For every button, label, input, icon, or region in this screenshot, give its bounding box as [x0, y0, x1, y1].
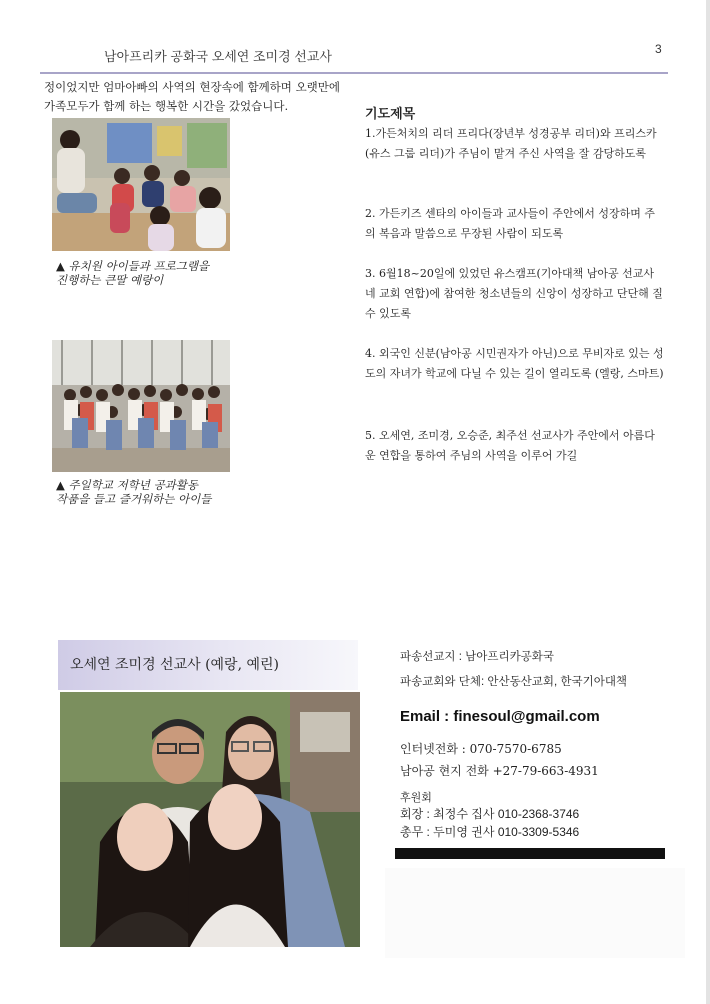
sunday-school-caption [56, 478, 211, 506]
missionary-name-box [58, 640, 358, 690]
prayer-item-4: 4. 외국인 신분(남아공 시민권자가 아닌)으로 무비자로 있는 성도의 자녀가 학교에 다닐 수 있는 길이 열리도록 (엘랑, 스마트) [365, 347, 664, 380]
internet-phone: 인터넷전화 : 070-7570-6785 [400, 742, 562, 756]
chair-contact: 회장 : 최정수 집사 010-2368-3746 [400, 807, 580, 821]
prayer-item-3: 3. 6월18~20일에 있었던 유스캠프(기아대책 남아공 선교사 네 교회 연합)에 참여한 청소년들의 신앙이 성장하고 단단해 질 수 있도록 [365, 267, 663, 320]
intro-paragraph: 정이었지만 엄마아빠의 사역의 현장속에 함께하며 오랫만에 가족모두가 함께 하는 행복한 시간을 갔었습니다. [44, 80, 340, 113]
sending-church: 파송교회와 단체: 안산동산교회, 한국기아대책 [400, 676, 628, 688]
sending-field: 파송선교지 : 남아프리카공화국 [400, 651, 555, 663]
email-address[interactable]: Email : finesoul@gmail.com [400, 708, 600, 725]
black-bar [395, 848, 665, 859]
kindergarten-caption-line1: ▲ 유치원 아이들과 프로그램을 [56, 259, 210, 273]
kindergarten-caption-line2: 진행하는 큰딸 예랑이 [56, 273, 164, 287]
kindergarten-caption [56, 259, 209, 287]
missionary-name: 오세연 조미경 선교사 (예랑, 예린) [70, 657, 279, 673]
support-title: 후원회 [400, 792, 432, 804]
sunday-school-caption-line1: ▲ 주일학교 저학년 공과활동 [56, 478, 199, 492]
local-phone: 남아공 현지 전화 +27-79-663-4931 [400, 764, 599, 778]
page-number: 3 [655, 42, 662, 56]
prayer-title: 기도제목 [365, 106, 416, 121]
faded-area [385, 868, 685, 958]
header-rule [40, 72, 668, 74]
header-title: 남아프리카 공화국 오세연 조미경 선교사 [104, 49, 332, 64]
prayer-item-2: 2. 가든키즈 센타의 아이들과 교사들이 주안에서 성장하며 주의 복음과 말씀으로 무장된 사람이 되도록 [365, 207, 655, 240]
family-photo [60, 692, 360, 947]
page-edge [706, 0, 710, 1004]
sunday-school-photo [52, 340, 230, 472]
prayer-item-5: 5. 오세연, 조미경, 오승준, 최주선 선교사가 주안에서 아름다운 연합을 통하여 주님의 사역을 이루어 가길 [365, 429, 655, 462]
prayer-item-1: 1.가든처치의 리더 프리다(장년부 성경공부 리더)와 프리스카(유스 그룹 리더)가 주님이 맡겨 주신 사역을 잘 감당하도록 [365, 127, 657, 160]
sunday-school-caption-line2: 작품을 들고 즐거워하는 아이들 [56, 492, 212, 506]
treasurer-contact: 총무 : 두미영 권사 010-3309-5346 [400, 825, 580, 839]
kindergarten-photo [52, 118, 230, 251]
